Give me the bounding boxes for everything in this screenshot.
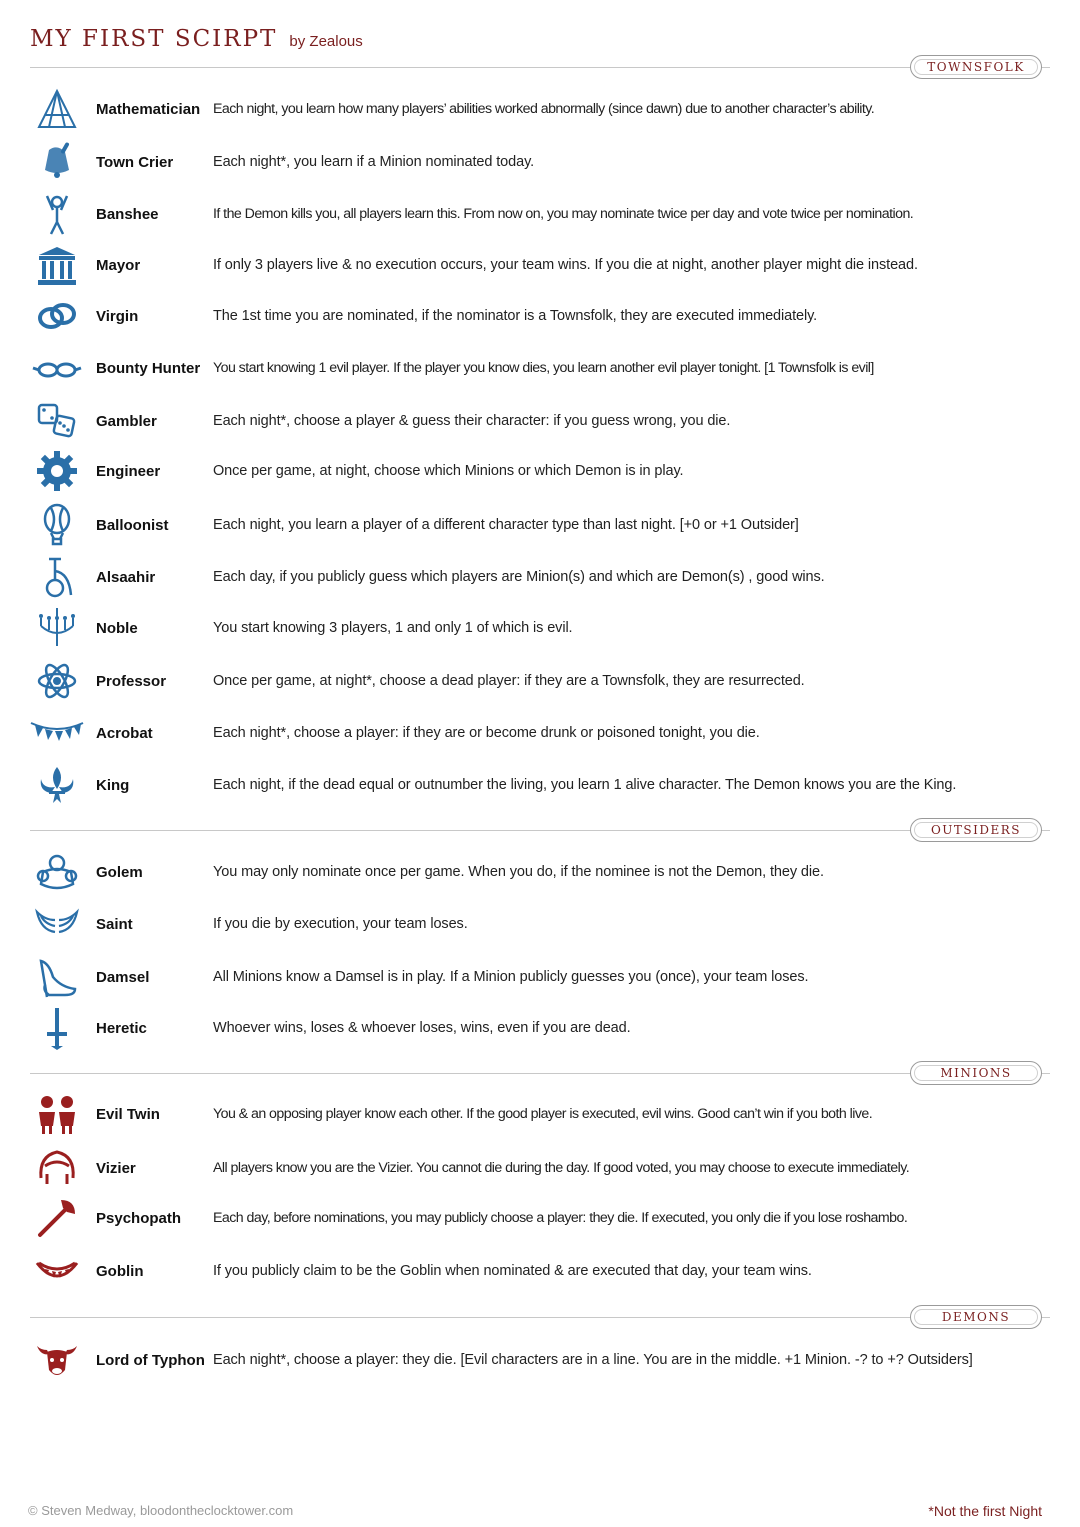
- character-name: Engineer: [96, 462, 161, 480]
- footer-credit: © Steven Medway, bloodontheclocktower.com: [28, 1503, 294, 1518]
- character-ability: Each day, before nominations, you may publicly choose a player: they die. If executed, you only die if you lose roshambo.: [213, 1210, 908, 1226]
- ghost-figure-icon: [28, 192, 86, 236]
- character-row-golem: [28, 848, 1058, 896]
- gear-icon: [28, 449, 86, 493]
- pyramid-icon: [28, 87, 86, 131]
- character-name: Heretic: [96, 1019, 147, 1037]
- character-row-evil-twin: [28, 1090, 1058, 1138]
- grin-icon: [28, 1249, 86, 1293]
- inverted-cross-icon: [28, 1006, 86, 1050]
- spectacles-icon: [28, 346, 86, 390]
- character-ability: If you publicly claim to be the Goblin when nominated & are executed that day, your team wins.: [213, 1263, 812, 1279]
- character-row-banshee: [28, 190, 1058, 238]
- character-ability: You & an opposing player know each other. If the good player is executed, evil wins. Good can’t win if you both live.: [213, 1106, 873, 1122]
- character-row-gambler: [28, 397, 1058, 445]
- character-row-virgin: [28, 292, 1058, 340]
- character-ability: Each night*, choose a player: if they are or become drunk or poisoned tonight, you die.: [213, 725, 760, 741]
- golem-icon: [28, 850, 86, 894]
- character-name: Evil Twin: [96, 1105, 160, 1123]
- demons-divider: [30, 1317, 1050, 1318]
- character-row-saint: [28, 900, 1058, 948]
- character-ability: Whoever wins, loses & whoever loses, wins, even if you are dead.: [213, 1020, 631, 1036]
- balloon-icon: [28, 503, 86, 547]
- footer-note: *Not the first Night: [928, 1503, 1042, 1519]
- axe-icon: [28, 1196, 86, 1240]
- glass-slipper-icon: [28, 955, 86, 999]
- script-author: by Zealous: [289, 33, 363, 50]
- character-row-heretic: [28, 1004, 1058, 1052]
- character-ability: If the Demon kills you, all players learn this. From now on, you may nominate twice per day and vote twice per nomination.: [213, 206, 914, 222]
- minions-divider: [30, 1073, 1050, 1074]
- character-ability: You start knowing 1 evil player. If the player you know dies, you learn another evil player tonight. [1 Townsfolk is evil]: [213, 360, 874, 376]
- bell-icon: [28, 140, 86, 184]
- section-tag-demons: DEMONS: [910, 1305, 1042, 1329]
- character-name: Bounty Hunter: [96, 359, 201, 377]
- character-name: Damsel: [96, 968, 150, 986]
- section-tag-minions: MINIONS: [910, 1061, 1042, 1085]
- town-hall-icon: [28, 243, 86, 287]
- character-name: Alsaahir: [96, 568, 156, 586]
- rings-icon: [28, 294, 86, 338]
- character-ability: The 1st time you are nominated, if the nominator is a Townsfolk, they are executed immediately.: [213, 308, 818, 324]
- character-name: Golem: [96, 863, 143, 881]
- character-ability: Once per game, at night*, choose a dead player: if they are a Townsfolk, they are resurrected.: [213, 673, 805, 689]
- fleur-de-lis-icon: [28, 763, 86, 807]
- character-ability: You start knowing 3 players, 1 and only 1 of which is evil.: [213, 620, 573, 636]
- character-name: Balloonist: [96, 516, 169, 534]
- dice-icon: [28, 399, 86, 443]
- character-row-acrobat: [28, 709, 1058, 757]
- character-ability: All Minions know a Damsel is in play. If a Minion publicly guesses you (once), your team loses.: [213, 969, 809, 985]
- character-row-engineer: [28, 447, 1058, 495]
- character-row-professor: [28, 657, 1058, 705]
- character-ability: Each night*, you learn if a Minion nominated today.: [213, 154, 535, 170]
- character-name: Saint: [96, 915, 133, 933]
- character-ability: Each day, if you publicly guess which players are Minion(s) and which are Demon(s) , good wins.: [213, 569, 825, 585]
- character-row-mathematician: [28, 85, 1058, 133]
- character-row-damsel: [28, 953, 1058, 1001]
- character-name: Virgin: [96, 307, 139, 325]
- character-ability: All players know you are the Vizier. You cannot die during the day. If good voted, you may choose to execute immediately.: [213, 1160, 910, 1176]
- character-ability: Once per game, at night, choose which Minions or which Demon is in play.: [213, 463, 684, 479]
- wings-icon: [28, 902, 86, 946]
- script-header: [30, 26, 363, 56]
- turban-icon: [28, 1146, 86, 1190]
- character-ability: Each night, if the dead equal or outnumber the living, you learn 1 alive character. The Demon knows you are the King.: [213, 777, 957, 793]
- character-row-town-crier: [28, 138, 1058, 186]
- outsiders-divider: [30, 830, 1050, 831]
- townsfolk-divider: [30, 67, 1050, 68]
- character-row-goblin: [28, 1247, 1058, 1295]
- character-name: Gambler: [96, 412, 157, 430]
- chandelier-icon: [28, 606, 86, 650]
- character-name: Lord of Typhon: [96, 1351, 205, 1369]
- character-ability: If you die by execution, your team loses.: [213, 916, 468, 932]
- character-name: Psychopath: [96, 1209, 182, 1227]
- character-name: Professor: [96, 672, 167, 690]
- character-row-king: [28, 761, 1058, 809]
- script-title: MY FIRST SCIRPT: [30, 26, 278, 52]
- character-ability: Each night*, choose a player: they die. [Evil characters are in a line. You are in the middle. +1 Minion. -? to +? Outsiders]: [213, 1352, 973, 1368]
- character-ability: You may only nominate once per game. When you do, if the nominee is not the Demon, they die.: [213, 864, 824, 880]
- character-row-mayor: [28, 241, 1058, 289]
- atom-icon: [28, 659, 86, 703]
- character-name: Mayor: [96, 256, 141, 274]
- section-tag-townsfolk: TOWNSFOLK: [910, 55, 1042, 79]
- character-row-alsaahir: [28, 553, 1058, 601]
- character-name: King: [96, 776, 130, 794]
- character-name: Mathematician: [96, 100, 201, 118]
- character-row-noble: [28, 604, 1058, 652]
- character-ability: Each night, you learn a player of a different character type than last night. [+0 or +1 Outsider]: [213, 517, 799, 533]
- character-row-vizier: [28, 1144, 1058, 1192]
- hookah-icon: [28, 555, 86, 599]
- character-row-psychopath: [28, 1194, 1058, 1242]
- character-name: Noble: [96, 619, 138, 637]
- bull-head-icon: [28, 1338, 86, 1382]
- character-ability: Each night, you learn how many players’ abilities worked abnormally (since dawn) due to another character’s ability.: [213, 101, 875, 117]
- character-row-balloonist: [28, 501, 1058, 549]
- character-row-bounty-hunter: [28, 344, 1058, 392]
- character-name: Acrobat: [96, 724, 153, 742]
- character-row-lord-of-typhon: [28, 1336, 1058, 1384]
- character-ability: If only 3 players live & no execution occurs, your team wins. If you die at night, another player might die instead.: [213, 257, 918, 273]
- character-name: Banshee: [96, 205, 159, 223]
- character-name: Town Crier: [96, 153, 174, 171]
- character-ability: Each night*, choose a player & guess their character: if you guess wrong, you die.: [213, 413, 731, 429]
- twins-icon: [28, 1092, 86, 1136]
- character-name: Goblin: [96, 1262, 144, 1280]
- section-tag-outsiders: OUTSIDERS: [910, 818, 1042, 842]
- character-name: Vizier: [96, 1159, 136, 1177]
- bunting-icon: [28, 711, 86, 755]
